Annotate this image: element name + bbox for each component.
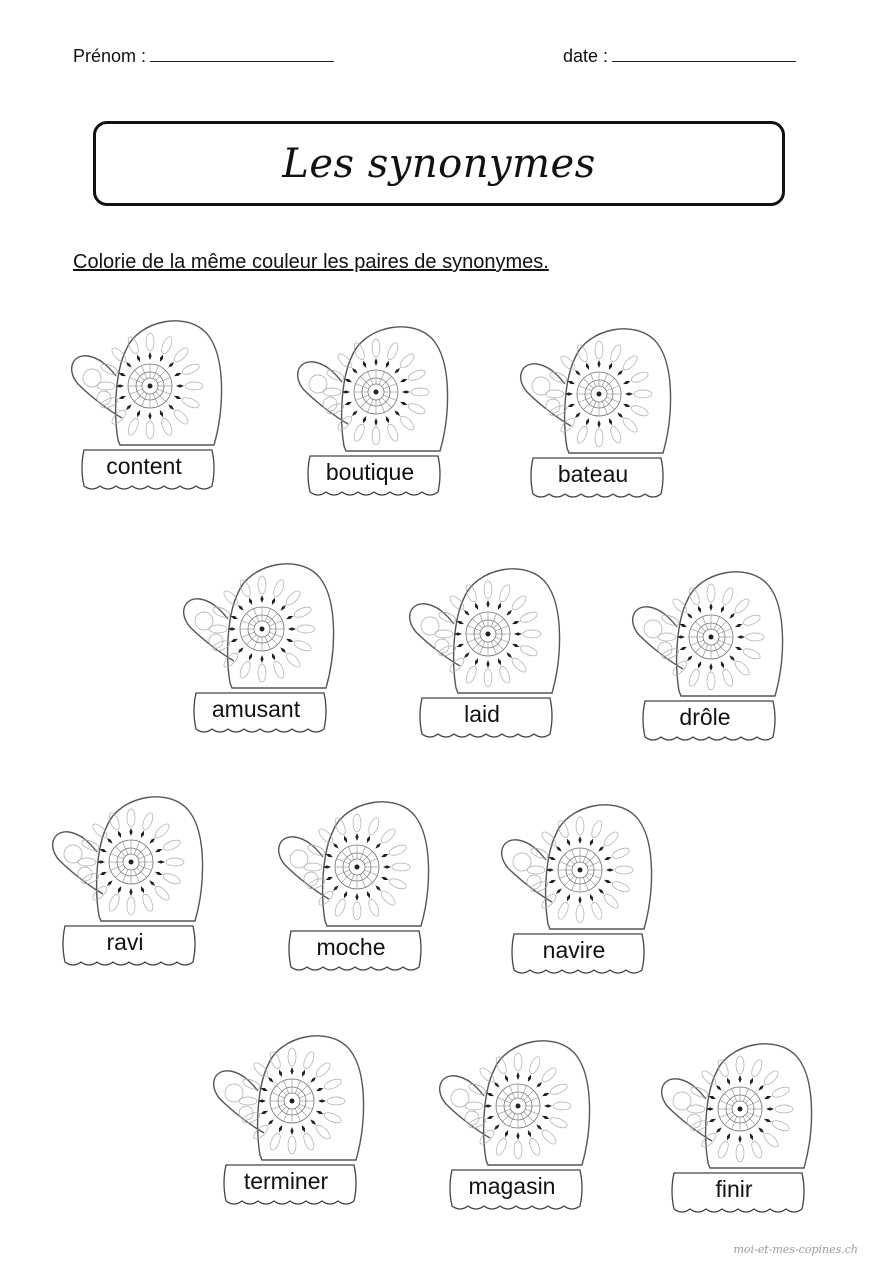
mitten-card[interactable]	[658, 1033, 818, 1219]
mitten-word: bateau	[557, 460, 629, 487]
mitten-word: laid	[464, 700, 500, 727]
mitten-card[interactable]	[275, 791, 435, 977]
mitten-card[interactable]	[517, 318, 677, 504]
mitten-card[interactable]	[210, 1025, 370, 1211]
mitten-card[interactable]	[498, 794, 658, 980]
mitten-word: ravi	[106, 928, 144, 955]
first-name-line[interactable]	[150, 47, 334, 62]
date-label: date :	[563, 46, 609, 66]
first-name-label: Prénom :	[73, 46, 147, 66]
mitten-word: drôle	[679, 703, 731, 730]
mitten-card[interactable]	[436, 1030, 596, 1216]
date-line[interactable]	[612, 47, 796, 62]
mitten-card[interactable]	[68, 310, 228, 496]
instruction: Colorie de la même couleur les paires de synonymes.	[73, 251, 549, 273]
mitten-word: moche	[316, 933, 386, 960]
mitten-word: navire	[542, 936, 606, 963]
mitten-word: boutique	[325, 458, 415, 485]
mitten-word: finir	[715, 1175, 753, 1202]
mitten-card[interactable]	[294, 316, 454, 502]
site-credit: moi-et-mes-copines.ch	[733, 1243, 858, 1256]
mitten-card[interactable]	[49, 786, 209, 972]
mitten-card[interactable]	[180, 553, 340, 739]
mitten-card[interactable]	[406, 558, 566, 744]
mitten-card[interactable]	[629, 561, 789, 747]
mitten-word: magasin	[468, 1172, 556, 1199]
mitten-word: content	[106, 452, 182, 479]
page-title: Les synonymes	[282, 140, 596, 187]
mitten-word: terminer	[243, 1167, 329, 1194]
title-box	[93, 121, 785, 206]
date-field[interactable]	[563, 46, 796, 67]
first-name-field[interactable]	[73, 46, 334, 67]
mitten-word: amusant	[211, 695, 301, 722]
